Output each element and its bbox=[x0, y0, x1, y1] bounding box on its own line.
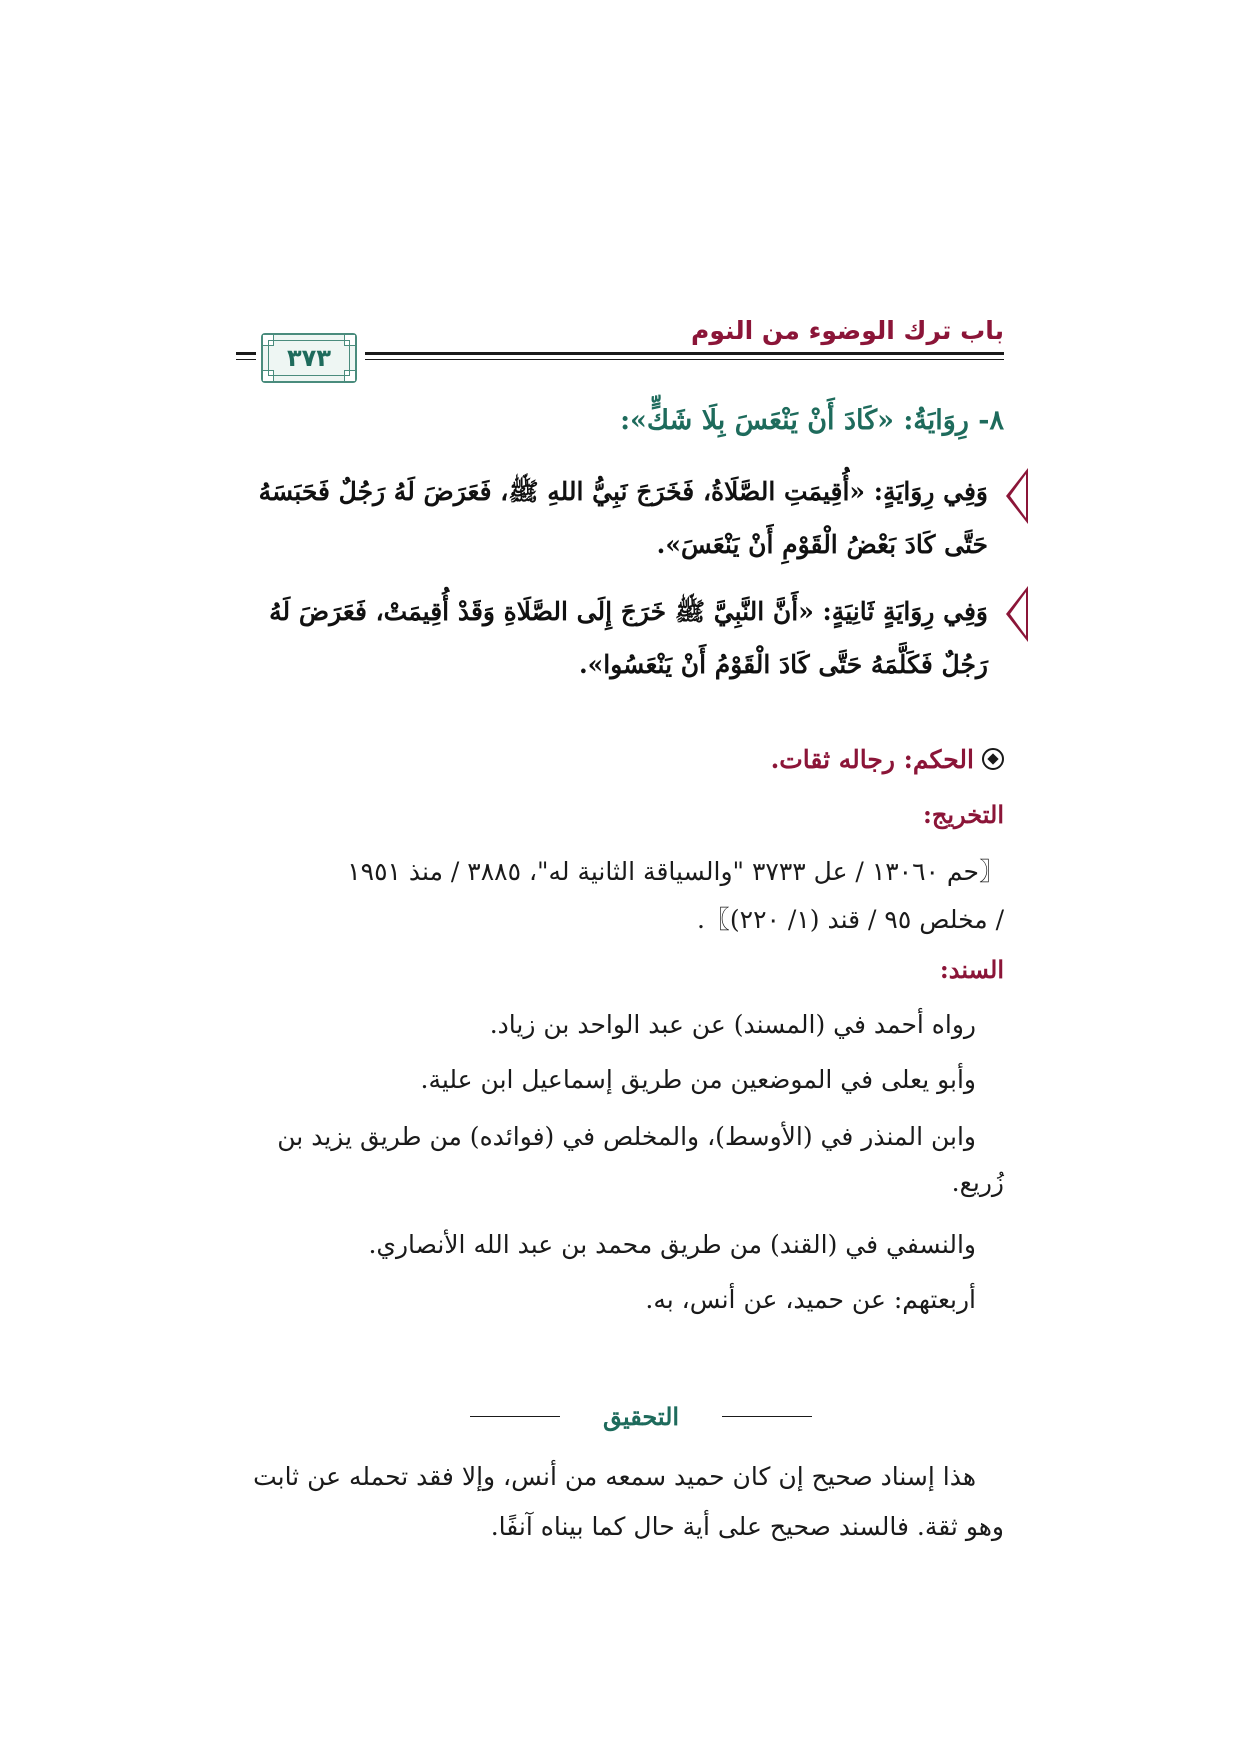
sanad-line: أربعتهم: عن حميد، عن أنس، به. bbox=[645, 1285, 976, 1314]
sanad-line: والنسفي في (القند) من طريق محمد بن عبد الله الأنصاري. bbox=[368, 1230, 976, 1259]
page-number-badge bbox=[261, 333, 357, 383]
takhrij-heading: التخريج: bbox=[923, 800, 1004, 829]
sanad-line: زُريع. bbox=[951, 1168, 1004, 1197]
hukm-label: الحكم: bbox=[903, 745, 974, 774]
riwaya-1-line-1: وَفِي رِوَايَةٍ: «أُقِيمَتِ الصَّلَاةُ، فَخَرَجَ نَبِيُّ اللهِ ﷺ، فَعَرَضَ لَهُ رَجُلٌ فَحَبَسَهُ bbox=[258, 477, 988, 506]
sanad-line: وابن المنذر في (الأوسط)، والمخلص في (فوائده) من طريق يزيد بن bbox=[277, 1122, 976, 1151]
page-number: ٣٧٣ bbox=[287, 344, 331, 372]
takhrij-line-2: / مخلص ٩٥ / قند (١/ ٢٢٠)〗. bbox=[696, 905, 1004, 934]
tahqiq-line-2: وهو ثقة. فالسند صحيح على أية حال كما بيناه آنفًا. bbox=[490, 1512, 1004, 1541]
header-rule-right-thick bbox=[365, 352, 1004, 355]
header-rule-left-thin bbox=[236, 359, 256, 360]
chapter-title: باب ترك الوضوء من النوم bbox=[691, 316, 1004, 345]
sanad-heading: السند: bbox=[939, 955, 1004, 984]
header-rule-right-thin bbox=[365, 359, 1004, 360]
quote-marker-icon bbox=[1006, 586, 1028, 642]
tahqiq-divider bbox=[470, 1402, 812, 1432]
hukm-value: رجاله ثقات. bbox=[770, 745, 895, 774]
tahqiq-heading: التحقيق bbox=[602, 1402, 680, 1431]
header-rule-left-thick bbox=[236, 352, 256, 355]
tahqiq-line-1: هذا إسناد صحيح إن كان حميد سمعه من أنس، وإلا فقد تحمله عن ثابت bbox=[253, 1462, 976, 1491]
sanad-line: وأبو يعلى في الموضعين من طريق إسماعيل ابن علية. bbox=[420, 1065, 976, 1094]
hukm-line bbox=[771, 745, 974, 774]
riwaya-2-line-1: وَفِي رِوَايَةٍ ثَانِيَةٍ: «أَنَّ النَّبِيَّ ﷺ خَرَجَ إِلَى الصَّلَاةِ وَقَدْ أُقِيمَتْ، فَعَرَضَ لَهُ bbox=[269, 597, 988, 626]
takhrij-line-1: 〖حم ١٣٠٦٠ / عل ٣٧٣٣ "والسياقة الثانية له"، ٣٨٨٥ / منذ ١٩٥١ bbox=[347, 857, 1004, 886]
section-heading: ٨- رِوَايَةُ: «كَادَ أَنْ يَنْعَسَ بِلَا شَكٍّ»: bbox=[620, 405, 1004, 436]
flower-ornament-icon bbox=[982, 748, 1004, 770]
riwaya-2-line-2: رَجُلٌ فَكَلَّمَهُ حَتَّى كَادَ الْقَوْمُ أَنْ يَنْعَسُوا». bbox=[578, 650, 988, 679]
quote-marker-icon bbox=[1006, 468, 1028, 524]
sanad-line: رواه أحمد في (المسند) عن عبد الواحد بن زياد. bbox=[489, 1010, 976, 1039]
riwaya-1-line-2: حَتَّى كَادَ بَعْضُ الْقَوْمِ أَنْ يَنْعَسَ». bbox=[656, 530, 988, 559]
